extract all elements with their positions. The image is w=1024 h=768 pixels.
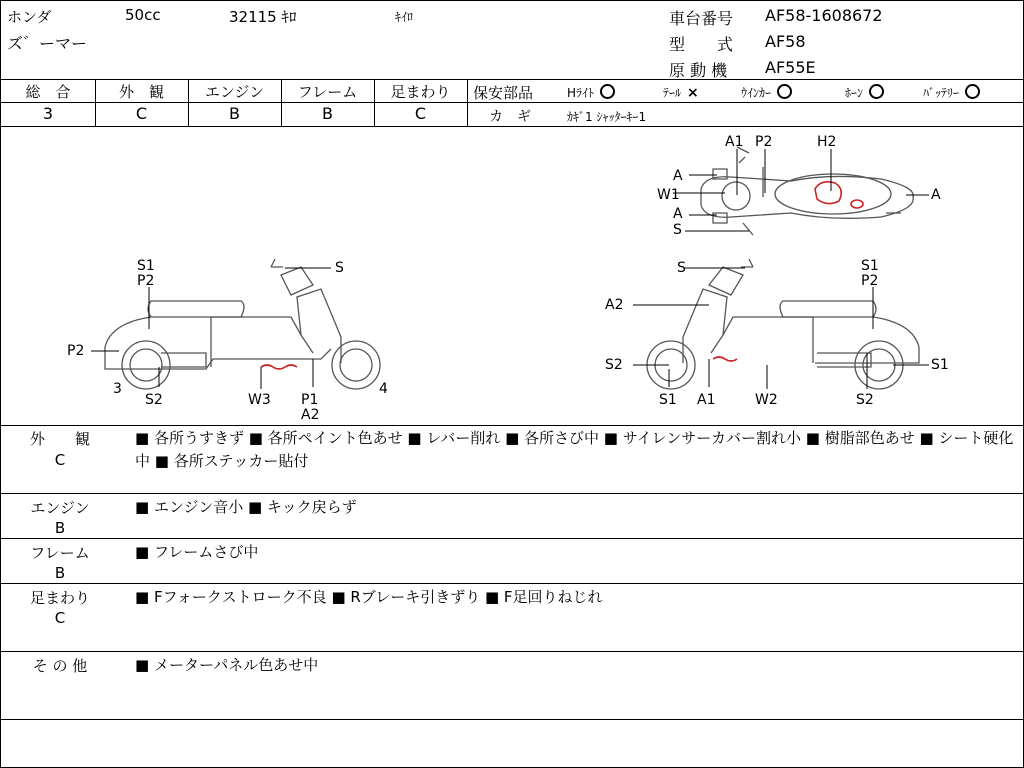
divider [467,102,1023,103]
diagram-label: S2 [145,392,163,408]
safety-winker: ｳｲﾝｶｰ [741,84,792,101]
grade-suspension-value: C [414,104,427,123]
diagram-label: 4 [379,381,388,397]
safety-parts-label: 保安部品 [473,84,534,102]
diagram-label: A1 [725,134,744,150]
frame-number-value: AF58-1608672 [765,6,883,25]
mileage-type: ｷｲﾛ [395,10,414,24]
safety-taillight: ﾃｰﾙ × [663,85,699,101]
remark-other-label: そ の 他 [32,657,88,675]
model-name: ズ゛ーマー [7,34,88,53]
diagram-label: P2 [861,273,879,289]
ng-mark: × [687,85,699,101]
safety-battery: ﾊﾞｯﾃﾘｰ [923,84,980,101]
diagram-label: S2 [605,357,623,373]
diagram-label: A [673,168,683,184]
ok-mark [965,84,980,99]
remark-suspension-label: 足まわり [29,589,90,607]
remark-exterior-label: 外 観 [29,430,90,448]
diagram-label: P2 [755,134,773,150]
key-label: カ ギ [489,109,531,125]
grade-frame-label: フレーム [297,83,358,101]
diagram-label: S1 [659,392,677,408]
safety-headlight: Hﾗｲﾄ [567,84,615,101]
diagram-label: P2 [67,343,85,359]
diagram-label: W1 [657,187,680,203]
diagram-label: A [673,206,683,222]
divider [1,102,467,103]
type-value: AF58 [765,32,806,51]
key-value: ｶｷﾞ1 ｼｬｯﾀｰｷｰ1 [567,110,647,124]
divider [1,583,1023,584]
divider [1,538,1023,539]
displacement: 50cc [125,6,161,24]
remark-engine-text: ■ エンジン音小 ■ キック戻らず [135,498,357,516]
remark-frame-label: フレーム [30,544,90,562]
remark-frame-grade: B [54,564,66,582]
remark-frame-text: ■ フレームさび中 [135,543,259,561]
divider [1,651,1023,652]
frame-number-label: 車台番号 [669,9,734,28]
grade-total-label: 総 合 [25,83,71,101]
remark-suspension-grade: C [54,609,66,627]
diagram-label: A2 [301,407,320,423]
diagram-label: S [677,260,686,276]
engine-model-label: 原 動 機 [669,61,728,80]
diagram-label: P1 [301,392,319,408]
diagram-label: S [335,260,344,276]
grade-exterior-label: 外 観 [118,83,164,101]
diagram-label: 3 [113,381,122,397]
grade-frame-value: B [322,104,333,123]
ok-mark [869,84,884,99]
remark-other-text: ■ メーターパネル色あせ中 [135,656,319,674]
grade-suspension-label: 足まわり [390,83,451,101]
engine-model-value: AF55E [765,58,816,77]
ok-mark [600,84,615,99]
safety-horn: ﾎｰﾝ [845,84,884,101]
mileage: 32115 ｷﾛ [229,8,297,26]
diagram-label: S1 [931,357,949,373]
grade-exterior-value: C [135,104,148,123]
diagram-label: W3 [248,392,271,408]
remark-suspension-text: ■ Fフォークストローク不良 ■ Rブレーキ引きずり ■ F足回りねじれ [135,588,603,606]
divider [1,493,1023,494]
leader-lines [91,149,929,389]
divider [1,79,1023,80]
diagram-label: A2 [605,297,624,313]
grade-total-value: 3 [42,104,54,123]
grade-engine-value: B [229,104,240,123]
ok-mark [777,84,792,99]
remark-engine-label: エンジン [30,499,90,517]
diagram-label: H2 [817,134,837,150]
diagram-label: S2 [856,392,874,408]
remark-engine-grade: B [54,519,66,537]
type-label: 型 式 [669,35,734,54]
divider [1,425,1023,426]
scooter-top-view [701,147,913,235]
diagram-label: S1 [137,258,155,274]
diagram-label: W2 [755,392,778,408]
remark-exterior-text: ■ 各所うすきず ■ 各所ペイント色あせ ■ レバー削れ ■ 各所さび中 ■ サイレンサーカバー割れ小 ■ 樹脂部色あせ ■ シート硬化中 ■ 各所ステッカー貼付 [135,429,1014,470]
divider [1,719,1023,720]
diagram-label: A1 [697,392,716,408]
diagram-label: A [931,187,941,203]
diagram-label: S [673,222,682,238]
grade-engine-label: エンジン [204,83,265,101]
maker: ホンダ [7,8,52,26]
remark-exterior-grade: C [54,451,66,469]
diagram-label: S1 [861,258,879,274]
diagram-label: P2 [137,273,155,289]
